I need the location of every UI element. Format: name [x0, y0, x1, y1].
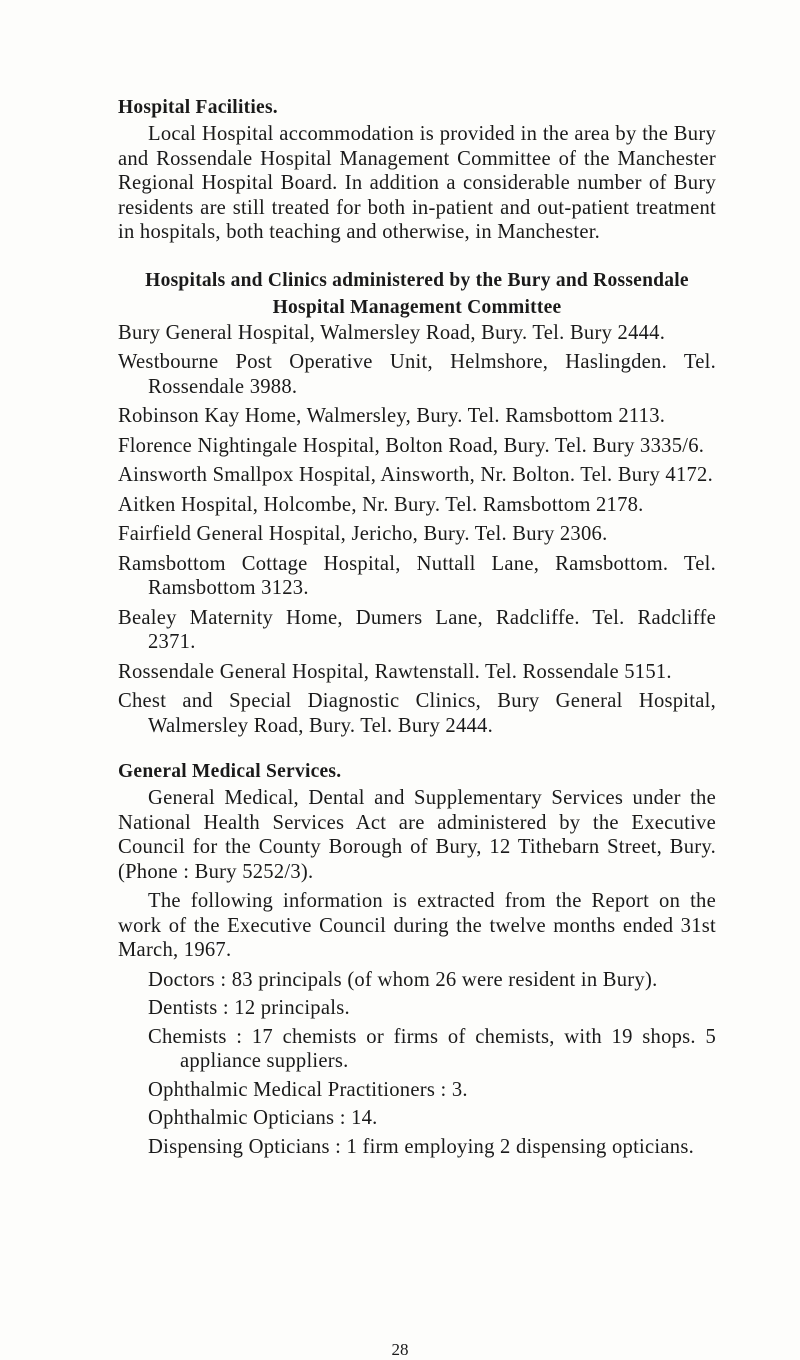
hospital-facilities-paragraph: Local Hospital accommodation is provided in the area by the Bury and Rossendale Hospital Management Committee of the Manchester Regional Hospital Board. In addition a considerable number of Bury residents are still treated for both in-patient and out-patient treatment in hospitals, both teaching and otherwise, in Manchester. — [118, 123, 716, 243]
practitioner-fact: Dispensing Opticians : 1 firm employing 2 dispensing opticians. — [148, 1135, 694, 1158]
hospital-entry: Bury General Hospital, Walmersley Road, Bury. Tel. Bury 2444. — [118, 321, 666, 344]
hospital-entry: Aitken Hospital, Holcombe, Nr. Bury. Tel. Ramsbottom 2178. — [118, 493, 644, 516]
general-medical-paragraph: The following information is extracted from the Report on the work of the Executive Council during the twelve months ended 31st March, 1967. — [118, 890, 716, 961]
hospital-entry: Robinson Kay Home, Walmersley, Bury. Tel. Ramsbottom 2113. — [118, 405, 666, 427]
page-number: 28 — [391, 1340, 409, 1359]
hospital-entry: Chest and Special Diagnostic Clinics, Bury General Hospital, Walmersley Road, Bury. Tel. Bury 2444. — [118, 690, 716, 737]
practitioner-fact: Ophthalmic Medical Practitioners : 3. — [148, 1078, 468, 1101]
hospital-entry: Bealey Maternity Home, Dumers Lane, Radcliffe. Tel. Radcliffe 2371. — [118, 606, 716, 653]
hospital-entry: Ramsbottom Cottage Hospital, Nuttall Lane, Ramsbottom. Tel. Ramsbottom 3123. — [118, 552, 716, 599]
hospital-entry: Fairfield General Hospital, Jericho, Bury. Tel. Bury 2306. — [118, 523, 608, 545]
hospitals-list-section — [118, 267, 716, 739]
hospital-facilities-heading: Hospital Facilities. — [118, 97, 278, 118]
practitioner-fact: Ophthalmic Opticians : 14. — [148, 1107, 378, 1129]
practitioner-fact: Doctors : 83 principals (of whom 26 were resident in Bury). — [148, 968, 658, 991]
practitioner-fact: Chemists : 17 chemists or firms of chemists, with 19 shops. 5 appliance suppliers. — [148, 1025, 716, 1072]
hospital-entry: Florence Nightingale Hospital, Bolton Road, Bury. Tel. Bury 3335/6. — [118, 434, 705, 457]
hospital-facilities-section — [118, 96, 716, 245]
general-medical-heading: General Medical Services. — [118, 761, 342, 782]
hospital-entry: Westbourne Post Operative Unit, Helmshore, Haslingden. Tel. Rossendale 3988. — [118, 351, 716, 398]
general-medical-paragraph: General Medical, Dental and Supplementary Services under the National Health Services Act are administered by the Executive Council for the County Borough of Bury, 12 Tithebarn Street, Bury. (Phone : Bury 5252/3). — [118, 787, 716, 883]
hospital-entry: Ainsworth Smallpox Hospital, Ainsworth, Nr. Bolton. Tel. Bury 4172. — [118, 464, 713, 486]
general-medical-section — [118, 760, 716, 1159]
page-content — [118, 96, 716, 1163]
hospitals-list-heading: Hospitals and Clinics administered by the Bury and Rossendale Hospital Management Committee — [145, 269, 689, 318]
hospital-entry: Rossendale General Hospital, Rawtenstall. Tel. Rossendale 5151. — [118, 660, 672, 683]
practitioner-fact: Dentists : 12 principals. — [148, 997, 350, 1019]
